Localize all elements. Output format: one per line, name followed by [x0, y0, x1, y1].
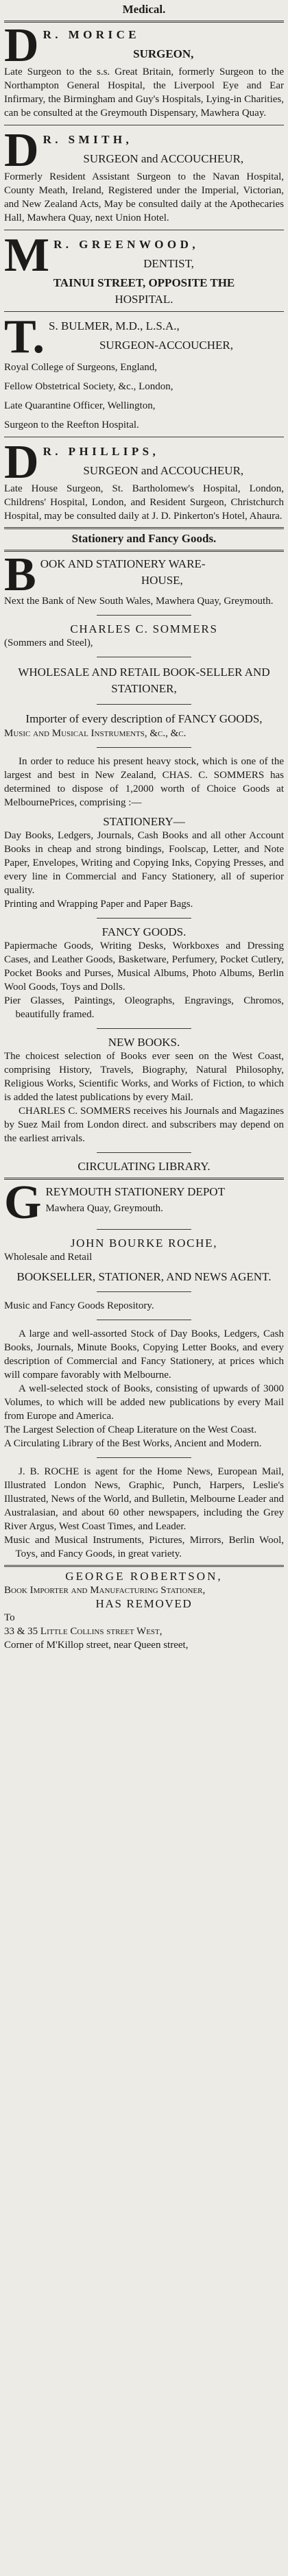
sub-heading: NEW BOOKS.: [108, 1036, 180, 1049]
divider: [4, 311, 284, 312]
advertiser-name: S. BULMER, M.D., L.S.A.,: [49, 319, 180, 332]
medical-heading: Medical.: [122, 3, 166, 16]
drop-cap: D: [4, 124, 39, 177]
ad-bulmer: [4, 311, 284, 432]
ad-paragraph: The Largest Selection of Cheap Literature on the West Coast.: [4, 1424, 257, 1435]
drop-cap: G: [4, 1176, 42, 1229]
advertiser-title: SURGEON,: [133, 47, 194, 60]
sub-heading: FANCY GOODS.: [101, 925, 187, 938]
ad-intro: REYMOUTH STATIONERY DEPOT: [45, 1185, 225, 1198]
ad-address: Next the Bank of New South Wales, Mawhera Quay, Greymouth.: [4, 596, 274, 607]
divider: [97, 1028, 192, 1029]
ad-paragraph: Papiermache Goods, Writing Desks, Workboxes and Dressing Cases, and Leather Goods, Basketware, Perfumery, Pocket Cutlery, Pocket Books and Purses, Musical Albums, Photo Albums, Berlin Wool Goods, Toys and Dolls.: [4, 940, 284, 993]
divider: [4, 550, 284, 552]
credential-line: Fellow Obstetrical Society, &c., London,: [4, 381, 173, 392]
drop-cap: M: [4, 229, 50, 282]
ad-greenwood: [4, 229, 284, 306]
advertiser-title: SURGEON and ACCOUCHEUR,: [83, 464, 244, 477]
ad-robertson: [4, 1570, 284, 1652]
credential-line: Surgeon to the Reefton Hospital.: [4, 420, 139, 430]
ad-paragraph: Printing and Wrapping Paper and Paper Bags.: [4, 899, 193, 910]
importer-line: Importer of every description of FANCY GOODS,: [25, 712, 263, 725]
divider: [97, 1457, 192, 1458]
music-line: Music and Musical Instruments, &c., &c.: [4, 728, 187, 739]
credential-line: Royal College of Surgeons, England,: [4, 362, 158, 373]
divider: [97, 747, 192, 748]
trade-line: WHOLESALE AND RETAIL BOOK-SELLER AND STATIONER,: [18, 666, 270, 695]
ad-phillips: [4, 436, 284, 523]
divider: [4, 527, 284, 529]
divider: [4, 21, 284, 23]
ad-morice: [4, 19, 284, 120]
trade-line: Book Importer and Manufacturing Stationer,: [4, 1585, 206, 1596]
ad-paragraph: CHARLES C. SOMMERS receives his Journals and Magazines by Suez Mail from London direct. and subscribers may depend on the earliest arrivals.: [4, 1106, 284, 1144]
address-line: HOSPITAL.: [115, 293, 173, 306]
ad-intro: HOUSE,: [141, 574, 183, 587]
advertiser-name: R. MORICE: [43, 28, 141, 41]
ad-paragraph: Music and Musical Instruments, Pictures, Mirrors, Berlin Wool, Toys, and Fancy Goods, in great variety.: [4, 1535, 284, 1559]
removed-line: HAS REMOVED: [95, 1597, 193, 1610]
ad-roche: [4, 1176, 284, 1561]
address-line: Corner of M'Killop street, near Queen street,: [4, 1640, 189, 1651]
ad-address: Mawhera Quay, Greymouth.: [45, 1203, 163, 1214]
ad-paragraph: J. B. ROCHE is agent for the Home News, European Mail, Illustrated London News, Graphic, Punch, Harpers, Leslie's Illustrated, News of the World, and Bulletin, Melbourne Leader and Australasian, and about 60 other newspapers, including the Grey River Argus, West Coast Times, and Leader.: [4, 1466, 284, 1532]
address-line: TAINUI STREET, OPPOSITE THE: [53, 276, 235, 289]
trade-line: BOOKSELLER, STATIONER, AND NEWS AGENT.: [16, 1270, 272, 1283]
ad-body: Formerly Resident Assistant Surgeon to the Navan Hospital, County Meath, Ireland, Registered under the Imperial, Victorian, and New Zealand Acts, May be consulted daily at the Apothecaries Hall, Mawhera Quay, next Union Hotel.: [4, 171, 284, 223]
ad-paragraph: The choicest selection of Books ever seen on the West Coast, comprising History, Travels, Biography, Natural Philosophy, Religious Works, Scientific Works, and Works of Fiction, to which is added the latest publications by every Mail.: [4, 1051, 284, 1103]
divider: [97, 918, 192, 919]
ad-paragraph: Pier Glasses, Paintings, Oleographs, Engravings, Chromos, beautifully framed.: [4, 995, 284, 1020]
drop-cap: D: [4, 436, 39, 489]
advertiser-name: R. SMITH,: [43, 133, 133, 146]
advertiser-title: SURGEON and ACCOUCHEUR,: [83, 152, 244, 165]
divider: [4, 1565, 284, 1567]
divider: [97, 1229, 192, 1230]
ad-intro: OOK AND STATIONERY WARE-: [40, 557, 206, 570]
removed-line: To: [4, 1612, 15, 1623]
drop-cap: B: [4, 548, 36, 601]
advertiser-name: R. PHILLIPS,: [43, 445, 160, 458]
drop-cap: D: [4, 19, 39, 72]
advertiser-title: DENTIST,: [143, 257, 194, 270]
repository-line: Music and Fancy Goods Repository.: [4, 1300, 154, 1311]
proprietor-name: JOHN BOURKE ROCHE,: [70, 1237, 218, 1250]
ad-paragraph: A well-selected stock of Books, consisting of upwards of 3000 Volumes, to which will be added new publications by every Mail from Europe and America.: [4, 1383, 284, 1422]
ad-body: Late Surgeon to the s.s. Great Britain, formerly Surgeon to the Northampton General Hospital, the Liverpool Eye and Ear Infirmary, the Birmingham and Guy's Hospitals, Lying-in Charities, can be consulted at the Greymouth Dispensary, Mawhera Quay.: [4, 66, 284, 119]
divider: [97, 615, 192, 616]
address-line: 33 & 35 Little Collins street West,: [4, 1626, 163, 1637]
divider: [4, 1178, 284, 1180]
credential-line: Late Quarantine Officer, Wellington,: [4, 400, 156, 411]
divider: [97, 1291, 192, 1292]
ad-sommers: [4, 548, 284, 1174]
advertiser-name: R. GREENWOOD,: [53, 238, 200, 251]
ad-paragraph: A large and well-assorted Stock of Day Books, Ledgers, Cash Books, Journals, Minute Books, Copying Letter Books, and every description of Commercial and Fancy Stationery, at prices which will compare favorably with Melbourne.: [4, 1328, 284, 1381]
stationery-heading: Stationery and Fancy Goods.: [71, 532, 217, 545]
divider: [97, 704, 192, 705]
proprietor-name: CHARLES C. SOMMERS: [70, 622, 218, 635]
advertiser-title: SURGEON-ACCOUCHER,: [99, 339, 234, 352]
trade-line: Wholesale and Retail: [4, 1252, 93, 1263]
proprietor-name: GEORGE ROBERTSON,: [65, 1570, 223, 1583]
ad-paragraph: A Circulating Library of the Best Works, Ancient and Modern.: [4, 1438, 262, 1449]
ad-paragraph: In order to reduce his present heavy stock, which is one of the largest and best in New Zealand, CHAS. C. SOMMERS has determined to dispose of 1,2000 worth of Choice Goods at MelbournePrices, comprising :—: [4, 756, 284, 808]
ad-smith: [4, 124, 284, 225]
ad-body: Late House Surgeon, St. Bartholomew's Hospital, London, Childrens' Hospital, London, and Resident Surgeon, Christchurch Hospital, may be consulted daily at J. D. Pinkerton's Hotel, Ahaura.: [4, 483, 284, 522]
drop-cap: T.: [4, 311, 45, 363]
proprietor-note: (Sommers and Steel),: [4, 637, 93, 648]
ad-paragraph: Day Books, Ledgers, Journals, Cash Books and all other Account Books in cheap and strong bindings, Foolscap, Letter, and Note Paper, Envelopes, Writing and Copying Inks, Copying Presses, and every line in Commercial and Fancy Stationery, all of superior quality.: [4, 830, 284, 896]
sub-heading: STATIONERY—: [103, 815, 185, 828]
sub-heading: CIRCULATING LIBRARY.: [77, 1160, 211, 1173]
divider: [97, 1152, 192, 1153]
